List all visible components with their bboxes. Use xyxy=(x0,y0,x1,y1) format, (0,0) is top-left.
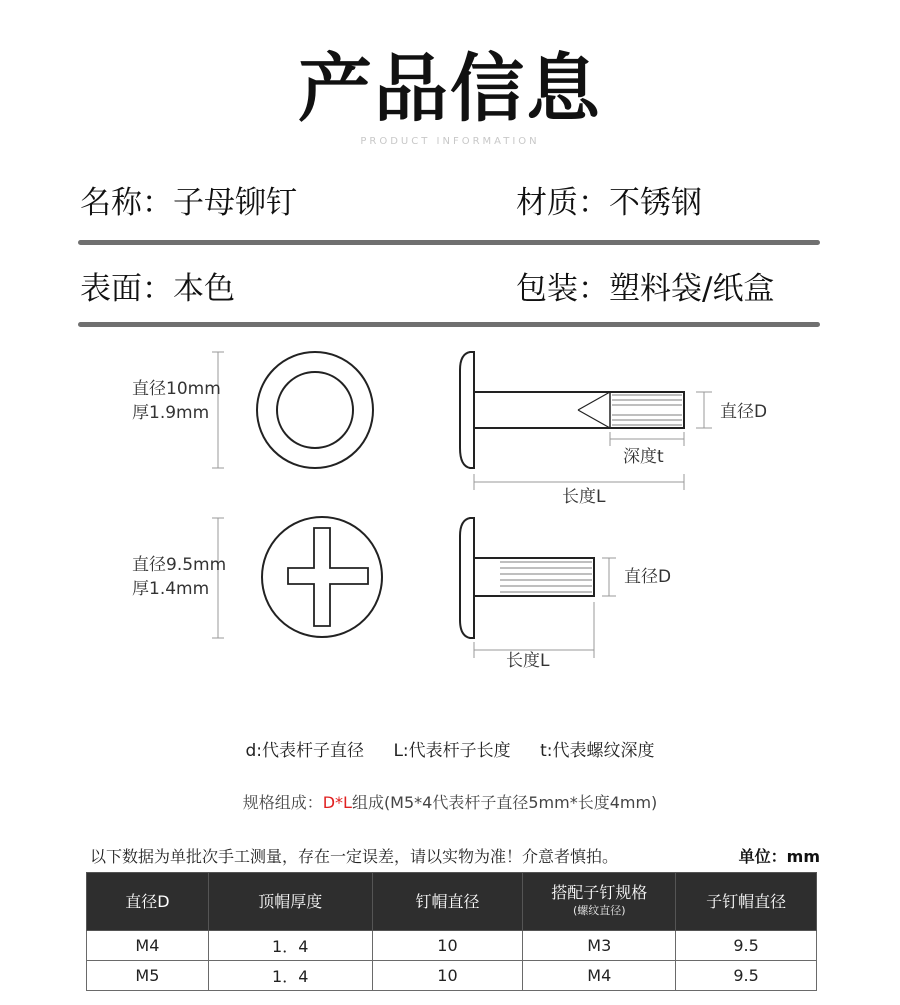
note-text: 以下数据为单批次手工测量，存在一定误差，请以实物为准！介意者慎拍。 xyxy=(90,847,619,866)
table-cell: 10 xyxy=(372,931,523,961)
table-row xyxy=(87,931,817,961)
bottom-right-length-label: 长度L xyxy=(506,651,550,671)
header-cap-diameter: 钉帽直径 xyxy=(372,873,523,931)
female-head-side xyxy=(460,352,474,468)
table-cell: M5 xyxy=(87,961,209,991)
table-header-row xyxy=(87,873,817,931)
product-surface: 表面：本色 xyxy=(80,271,235,307)
header-diameter: 直径D xyxy=(87,873,209,931)
product-name: 名称：子母铆钉 xyxy=(80,185,297,221)
table-cell: 9.5 xyxy=(676,931,817,961)
spec-suffix: 组成(M5*4代表杆子直径5mm*长度4mm) xyxy=(351,793,658,812)
measurement-note xyxy=(90,844,820,867)
bottom-left-dim-1: 直径9.5mm xyxy=(132,555,227,575)
bottom-left-dim-2: 厚1.4mm xyxy=(132,579,210,599)
header-matching-spec-sub: (螺纹直径) xyxy=(572,903,626,917)
table-cell: M4 xyxy=(87,931,209,961)
legend-L: L:代表杆子长度 xyxy=(393,741,511,761)
spec-highlight: D*L xyxy=(322,793,352,812)
table-cell: 1．4 xyxy=(208,961,372,991)
divider-2 xyxy=(78,322,820,327)
table-cell: 10 xyxy=(372,961,523,991)
rivet-head-phillips-outer xyxy=(262,517,382,637)
page-subtitle: PRODUCT INFORMATION xyxy=(360,136,540,147)
phillips-cross-slot xyxy=(288,528,368,626)
header-cap-thickness: 顶帽厚度 xyxy=(208,873,372,931)
spec-prefix: 规格组成： xyxy=(242,793,323,812)
top-left-dim-1: 直径10mm xyxy=(132,379,221,399)
info-row-1 xyxy=(80,183,820,233)
top-right-diameter-label: 直径D xyxy=(720,402,768,422)
legend-d: d:代表杆子直径 xyxy=(245,741,365,761)
rivet-head-plain-inner xyxy=(277,372,353,448)
header-sub-cap-diameter: 子钉帽直径 xyxy=(676,873,817,931)
top-right-length-label: 长度L xyxy=(562,487,606,507)
bottom-right-diameter-label: 直径D xyxy=(624,567,672,587)
top-left-dim-2: 厚1.9mm xyxy=(132,403,210,423)
product-packaging: 包装：塑料袋/纸盒 xyxy=(516,271,775,307)
legend-t: t:代表螺纹深度 xyxy=(540,741,655,761)
spec-composition xyxy=(0,790,900,813)
table-cell: M3 xyxy=(523,931,676,961)
table-cell: 9.5 xyxy=(676,961,817,991)
technical-drawing xyxy=(0,340,900,700)
header-matching-spec xyxy=(523,873,676,931)
spec-table xyxy=(86,872,817,991)
legend xyxy=(0,736,900,761)
header-matching-spec-label: 搭配子钉规格 xyxy=(551,882,648,902)
product-material: 材质：不锈钢 xyxy=(516,185,702,221)
divider-1 xyxy=(78,240,820,245)
table-row xyxy=(87,961,817,991)
rivet-head-plain-outer xyxy=(257,352,373,468)
page-title: 产品信息 xyxy=(298,46,602,132)
table-cell: M4 xyxy=(523,961,676,991)
male-head-side xyxy=(460,518,474,638)
top-right-depth-label: 深度t xyxy=(623,447,664,467)
table-cell: 1．4 xyxy=(208,931,372,961)
info-row-2 xyxy=(80,269,820,319)
male-shaft xyxy=(474,558,594,596)
unit-label: 单位：mm xyxy=(738,847,820,866)
